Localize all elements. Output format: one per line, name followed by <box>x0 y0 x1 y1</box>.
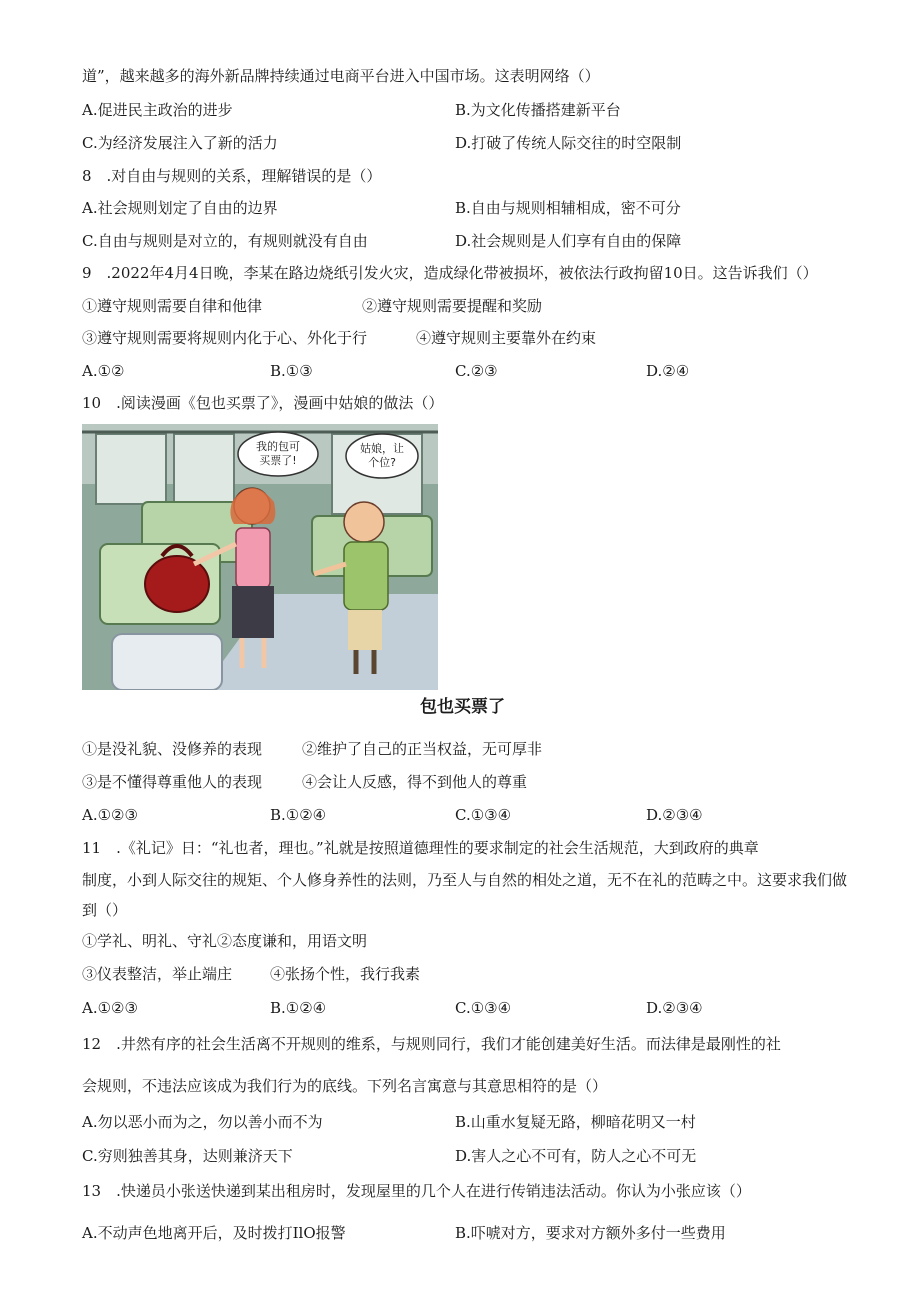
q11-option-c: C.①③④ <box>455 999 512 1017</box>
q10-option-a: A.①②③ <box>82 806 138 824</box>
q10-option-b: B.①②④ <box>270 806 327 824</box>
q12-option-a: A.勿以恶小而为之，勿以善小而不为 <box>82 1113 323 1131</box>
q12-option-b: B.山重水复疑无路，柳暗花明又一村 <box>455 1113 696 1131</box>
cartoon-illustration <box>82 424 438 690</box>
q13-option-b: B.吓唬对方，要求对方额外多付一些费用 <box>455 1224 726 1242</box>
q11-statement-12: ①学礼、明礼、守礼②态度谦和，用语文明 <box>82 932 368 950</box>
q8-option-b: B.自由与规则相辅相成，密不可分 <box>455 199 681 217</box>
q9-option-b: B.①③ <box>270 362 313 380</box>
q10-option-c: C.①③④ <box>455 806 512 824</box>
q9-statement-4: ④遵守规则主要靠外在约束 <box>416 329 597 347</box>
q9-option-d: D.②④ <box>646 362 690 380</box>
q11-option-a: A.①②③ <box>82 999 138 1017</box>
q13-option-a: A.不动声色地离开后，及时拨打IlO报警 <box>82 1224 346 1242</box>
cartoon-caption: 包也买票了 <box>420 697 505 717</box>
q12-option-d: D.害人之心不可有，防人之心不可无 <box>455 1147 697 1165</box>
q11-stem-line1: 11 .《礼记》日：“礼也者，理也。”礼就是按照道德理性的要求制定的社会生活规范，大到政府的典章 <box>82 839 759 857</box>
q8-option-d: D.社会规则是人们享有自由的保障 <box>455 232 682 250</box>
q10-statement-3: ③是不懂得尊重他人的表现 <box>82 773 263 791</box>
q10-statement-2: ②维护了自己的正当权益，无可厚非 <box>302 740 543 758</box>
q9-statement-3: ③遵守规则需要将规则内化于心、外化于行 <box>82 329 368 347</box>
q9-statement-2: ②遵守规则需要提醒和奖励 <box>362 297 543 315</box>
q8-option-c: C.自由与规则是对立的，有规则就没有自由 <box>82 232 368 250</box>
q7-option-a: A.促进民主政治的进步 <box>82 101 233 119</box>
q7-stem: 道”，越来越多的海外新品牌持续通过电商平台进入中国市场。这表明网络（） <box>82 67 600 85</box>
q10-statement-4: ④会让人反感，得不到他人的尊重 <box>302 773 528 791</box>
q11-statement-3: ③仪表整洁，举止端庄 <box>82 965 233 983</box>
q13-stem: 13 .快递员小张送快递到某出租房时，发现屋里的几个人在进行传销违法活动。你认为小张应该（） <box>82 1182 751 1200</box>
bubble-right-line1: 姑娘，让 <box>360 442 404 455</box>
q9-option-c: C.②③ <box>455 362 498 380</box>
q12-stem-line2: 会规则，不违法应该成为我们行为的底线。下列名言寓意与其意思相符的是（） <box>82 1077 608 1095</box>
q7-option-b: B.为文化传播搭建新平台 <box>455 101 621 119</box>
q7-option-d: D.打破了传统人际交往的时空限制 <box>455 134 682 152</box>
q11-option-d: D.②③④ <box>646 999 703 1017</box>
q7-option-c: C.为经济发展注入了新的活力 <box>82 134 278 152</box>
q8-option-a: A.社会规则划定了自由的边界 <box>82 199 278 217</box>
q11-stem-line3: 到（） <box>82 901 128 919</box>
bubble-left-line2: 买票了! <box>259 454 297 467</box>
bubble-right-line2: 个位? <box>368 456 396 469</box>
q9-option-a: A.①② <box>82 362 125 380</box>
q11-stem-line2: 制度，小到人际交往的规矩、个人修身养性的法则，乃至人与自然的相处之道，无不在礼的范畴之中。这要求我们做 <box>82 871 848 889</box>
q10-stem: 10 .阅读漫画《包也买票了》，漫画中姑娘的做法（） <box>82 394 444 412</box>
bubble-left-line1: 我的包可 <box>256 440 300 453</box>
q12-stem-line1: 12 .井然有序的社会生活离不开规则的维系，与规则同行，我们才能创建美好生活。而法律是最刚性的社 <box>82 1035 781 1053</box>
q12-option-c: C.穷则独善其身，达则兼济天下 <box>82 1147 293 1165</box>
q9-statement-1: ①遵守规则需要自律和他律 <box>82 297 263 315</box>
q9-stem: 9 .2022年4月4日晚，李某在路边烧纸引发火灾，造成绿化带被损坏，被依法行政拘留10日。这告诉我们（） <box>82 264 818 282</box>
q11-option-b: B.①②④ <box>270 999 327 1017</box>
q11-statement-4: ④张扬个性，我行我素 <box>270 965 421 983</box>
q10-statement-1: ①是没礼貌、没修养的表现 <box>82 740 263 758</box>
q10-option-d: D.②③④ <box>646 806 703 824</box>
q8-stem: 8 .对自由与规则的关系，理解错误的是（） <box>82 167 382 185</box>
